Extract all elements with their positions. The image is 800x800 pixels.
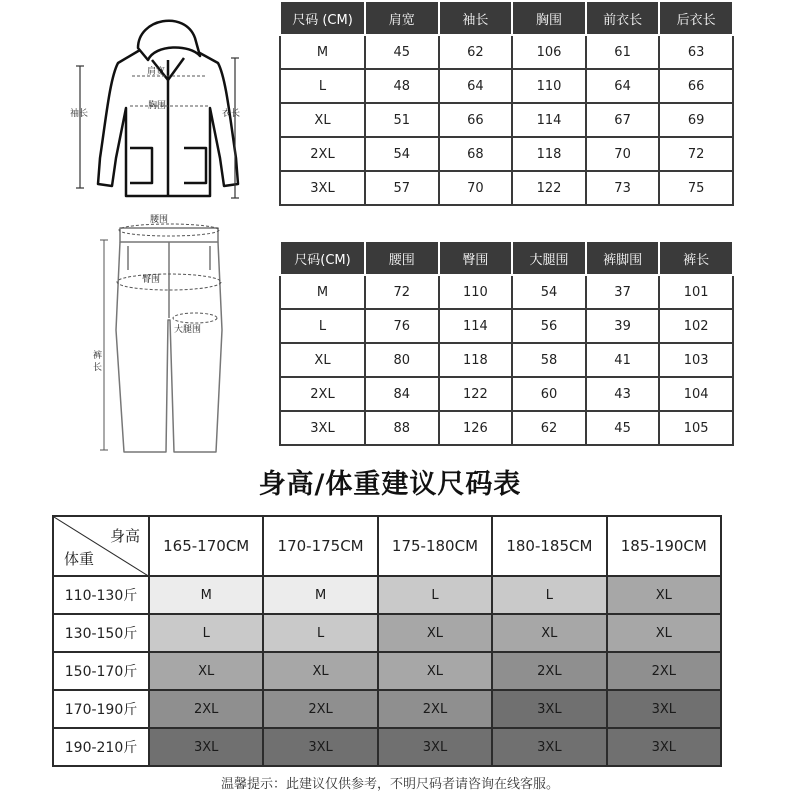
pants-value-cell: 72 [365, 275, 439, 309]
rec-size-cell: 3XL [607, 728, 721, 766]
pants-value-cell: 41 [586, 343, 660, 377]
jacket-value-cell: 69 [659, 103, 733, 137]
rec-row [53, 690, 721, 728]
rec-size-cell: 2XL [149, 690, 263, 728]
weight-row-label: 190-210斤 [53, 728, 149, 766]
pants-size-table [279, 240, 734, 446]
label-shoulder: 肩宽 [147, 67, 166, 77]
pants-value-cell: 118 [439, 343, 513, 377]
weight-row-label: 170-190斤 [53, 690, 149, 728]
height-col-2: 170-175CM [263, 516, 377, 576]
jacket-header-shoulder: 肩宽 [365, 1, 439, 35]
jacket-value-cell: 118 [512, 137, 586, 171]
jacket-value-cell: 70 [439, 171, 513, 205]
label-pants-length-1: 裤 [93, 351, 103, 361]
pants-value-cell: 80 [365, 343, 439, 377]
label-thigh: 大腿围 [174, 325, 202, 335]
jacket-value-cell: 110 [512, 69, 586, 103]
jacket-value-cell: 66 [659, 69, 733, 103]
rec-size-cell: 3XL [607, 690, 721, 728]
jacket-value-cell: 67 [586, 103, 660, 137]
pants-header-thigh: 大腿围 [512, 241, 586, 275]
rec-size-cell: XL [149, 652, 263, 690]
rec-size-cell: XL [378, 652, 492, 690]
rec-size-cell: 3XL [149, 728, 263, 766]
height-col-4: 180-185CM [492, 516, 606, 576]
pants-value-cell: 105 [659, 411, 733, 445]
jacket-header-sleeve: 袖长 [439, 1, 513, 35]
recommendation-title: 身高/体重建议尺码表 [258, 469, 522, 500]
rec-row [53, 728, 721, 766]
jacket-value-cell: 48 [365, 69, 439, 103]
jacket-row [280, 103, 733, 137]
jacket-value-cell: 75 [659, 171, 733, 205]
rec-size-cell: XL [263, 652, 377, 690]
jacket-row [280, 137, 733, 171]
pants-value-cell: 54 [512, 275, 586, 309]
pants-row [280, 377, 733, 411]
height-col-3: 175-180CM [378, 516, 492, 576]
jacket-row [280, 171, 733, 205]
jacket-value-cell: 51 [365, 103, 439, 137]
pants-value-cell: 88 [365, 411, 439, 445]
pants-row [280, 309, 733, 343]
jacket-value-cell: 63 [659, 35, 733, 69]
rec-size-cell: XL [607, 614, 721, 652]
pants-size-cell: 3XL [280, 411, 365, 445]
pants-value-cell: 126 [439, 411, 513, 445]
jacket-header-back-length: 后衣长 [659, 1, 733, 35]
rec-size-cell: 2XL [378, 690, 492, 728]
rec-size-cell: M [149, 576, 263, 614]
jacket-value-cell: 68 [439, 137, 513, 171]
jacket-header-front-length: 前衣长 [586, 1, 660, 35]
jacket-value-cell: 61 [586, 35, 660, 69]
jacket-value-cell: 70 [586, 137, 660, 171]
rec-row [53, 576, 721, 614]
weight-row-label: 110-130斤 [53, 576, 149, 614]
jacket-value-cell: 57 [365, 171, 439, 205]
pants-row [280, 411, 733, 445]
pants-header-waist: 腰围 [365, 241, 439, 275]
jacket-size-cell: L [280, 69, 365, 103]
rec-corner-cell [53, 516, 149, 576]
pants-value-cell: 114 [439, 309, 513, 343]
pants-value-cell: 122 [439, 377, 513, 411]
recommendation-table [52, 515, 722, 767]
jacket-table-body [280, 35, 733, 205]
jacket-value-cell: 114 [512, 103, 586, 137]
pants-header-length: 裤长 [659, 241, 733, 275]
pants-value-cell: 45 [586, 411, 660, 445]
rec-size-cell: L [263, 614, 377, 652]
pants-value-cell: 39 [586, 309, 660, 343]
jacket-value-cell: 62 [439, 35, 513, 69]
pants-value-cell: 104 [659, 377, 733, 411]
jacket-header-chest: 胸围 [512, 1, 586, 35]
pants-value-cell: 56 [512, 309, 586, 343]
pants-size-cell: 2XL [280, 377, 365, 411]
label-hip: 臀围 [142, 275, 161, 285]
rec-size-cell: L [492, 576, 606, 614]
label-pants-length-2: 长 [93, 363, 103, 373]
label-chest: 胸围 [148, 101, 167, 111]
pants-value-cell: 76 [365, 309, 439, 343]
rec-size-cell: 2XL [263, 690, 377, 728]
pants-table-body [280, 275, 733, 445]
rec-header-row [53, 516, 721, 576]
pants-drawing [80, 210, 260, 460]
pants-header-row [280, 241, 733, 275]
rec-size-cell: XL [378, 614, 492, 652]
jacket-size-cell: 3XL [280, 171, 365, 205]
jacket-size-cell: M [280, 35, 365, 69]
pants-value-cell: 102 [659, 309, 733, 343]
rec-size-cell: XL [492, 614, 606, 652]
pants-value-cell: 101 [659, 275, 733, 309]
pants-header-hem: 裤脚围 [586, 241, 660, 275]
jacket-size-cell: 2XL [280, 137, 365, 171]
corner-height-label: 身高 [109, 527, 140, 545]
label-waist: 腰围 [150, 215, 169, 225]
footnote: 温馨提示：此建议仅供参考，不明尺码者请咨询在线客服。 [220, 777, 559, 792]
pants-value-cell: 62 [512, 411, 586, 445]
pants-header-hip: 臀围 [439, 241, 513, 275]
pants-value-cell: 58 [512, 343, 586, 377]
pants-value-cell: 84 [365, 377, 439, 411]
jacket-row [280, 69, 733, 103]
jacket-illustration [60, 8, 260, 208]
jacket-value-cell: 54 [365, 137, 439, 171]
rec-size-cell: L [378, 576, 492, 614]
pants-illustration [80, 210, 260, 460]
weight-row-label: 130-150斤 [53, 614, 149, 652]
jacket-header-row [280, 1, 733, 35]
pants-size-cell: L [280, 309, 365, 343]
jacket-value-cell: 72 [659, 137, 733, 171]
pants-value-cell: 103 [659, 343, 733, 377]
pants-value-cell: 110 [439, 275, 513, 309]
corner-weight-label: 体重 [64, 550, 95, 568]
jacket-size-cell: XL [280, 103, 365, 137]
jacket-size-table [279, 0, 734, 206]
recommendation-table-body [53, 576, 721, 766]
pants-size-cell: M [280, 275, 365, 309]
label-length: 衣长 [222, 109, 241, 119]
pants-value-cell: 60 [512, 377, 586, 411]
rec-row [53, 652, 721, 690]
pants-row [280, 343, 733, 377]
height-col-5: 185-190CM [607, 516, 721, 576]
jacket-value-cell: 64 [439, 69, 513, 103]
label-sleeve: 袖长 [70, 109, 89, 119]
rec-size-cell: 3XL [492, 690, 606, 728]
jacket-row [280, 35, 733, 69]
pants-row [280, 275, 733, 309]
pants-header-size: 尺码(CM) [280, 241, 365, 275]
rec-size-cell: XL [607, 576, 721, 614]
jacket-value-cell: 122 [512, 171, 586, 205]
height-col-1: 165-170CM [149, 516, 263, 576]
rec-size-cell: M [263, 576, 377, 614]
rec-size-cell: 3XL [378, 728, 492, 766]
jacket-value-cell: 73 [586, 171, 660, 205]
jacket-value-cell: 66 [439, 103, 513, 137]
rec-size-cell: 3XL [492, 728, 606, 766]
rec-row [53, 614, 721, 652]
jacket-value-cell: 45 [365, 35, 439, 69]
jacket-value-cell: 64 [586, 69, 660, 103]
rec-size-cell: L [149, 614, 263, 652]
rec-size-cell: 2XL [492, 652, 606, 690]
pants-value-cell: 37 [586, 275, 660, 309]
weight-row-label: 150-170斤 [53, 652, 149, 690]
pants-value-cell: 43 [586, 377, 660, 411]
jacket-value-cell: 106 [512, 35, 586, 69]
jacket-header-size: 尺码 (CM) [280, 1, 365, 35]
pants-size-cell: XL [280, 343, 365, 377]
rec-size-cell: 2XL [607, 652, 721, 690]
rec-size-cell: 3XL [263, 728, 377, 766]
